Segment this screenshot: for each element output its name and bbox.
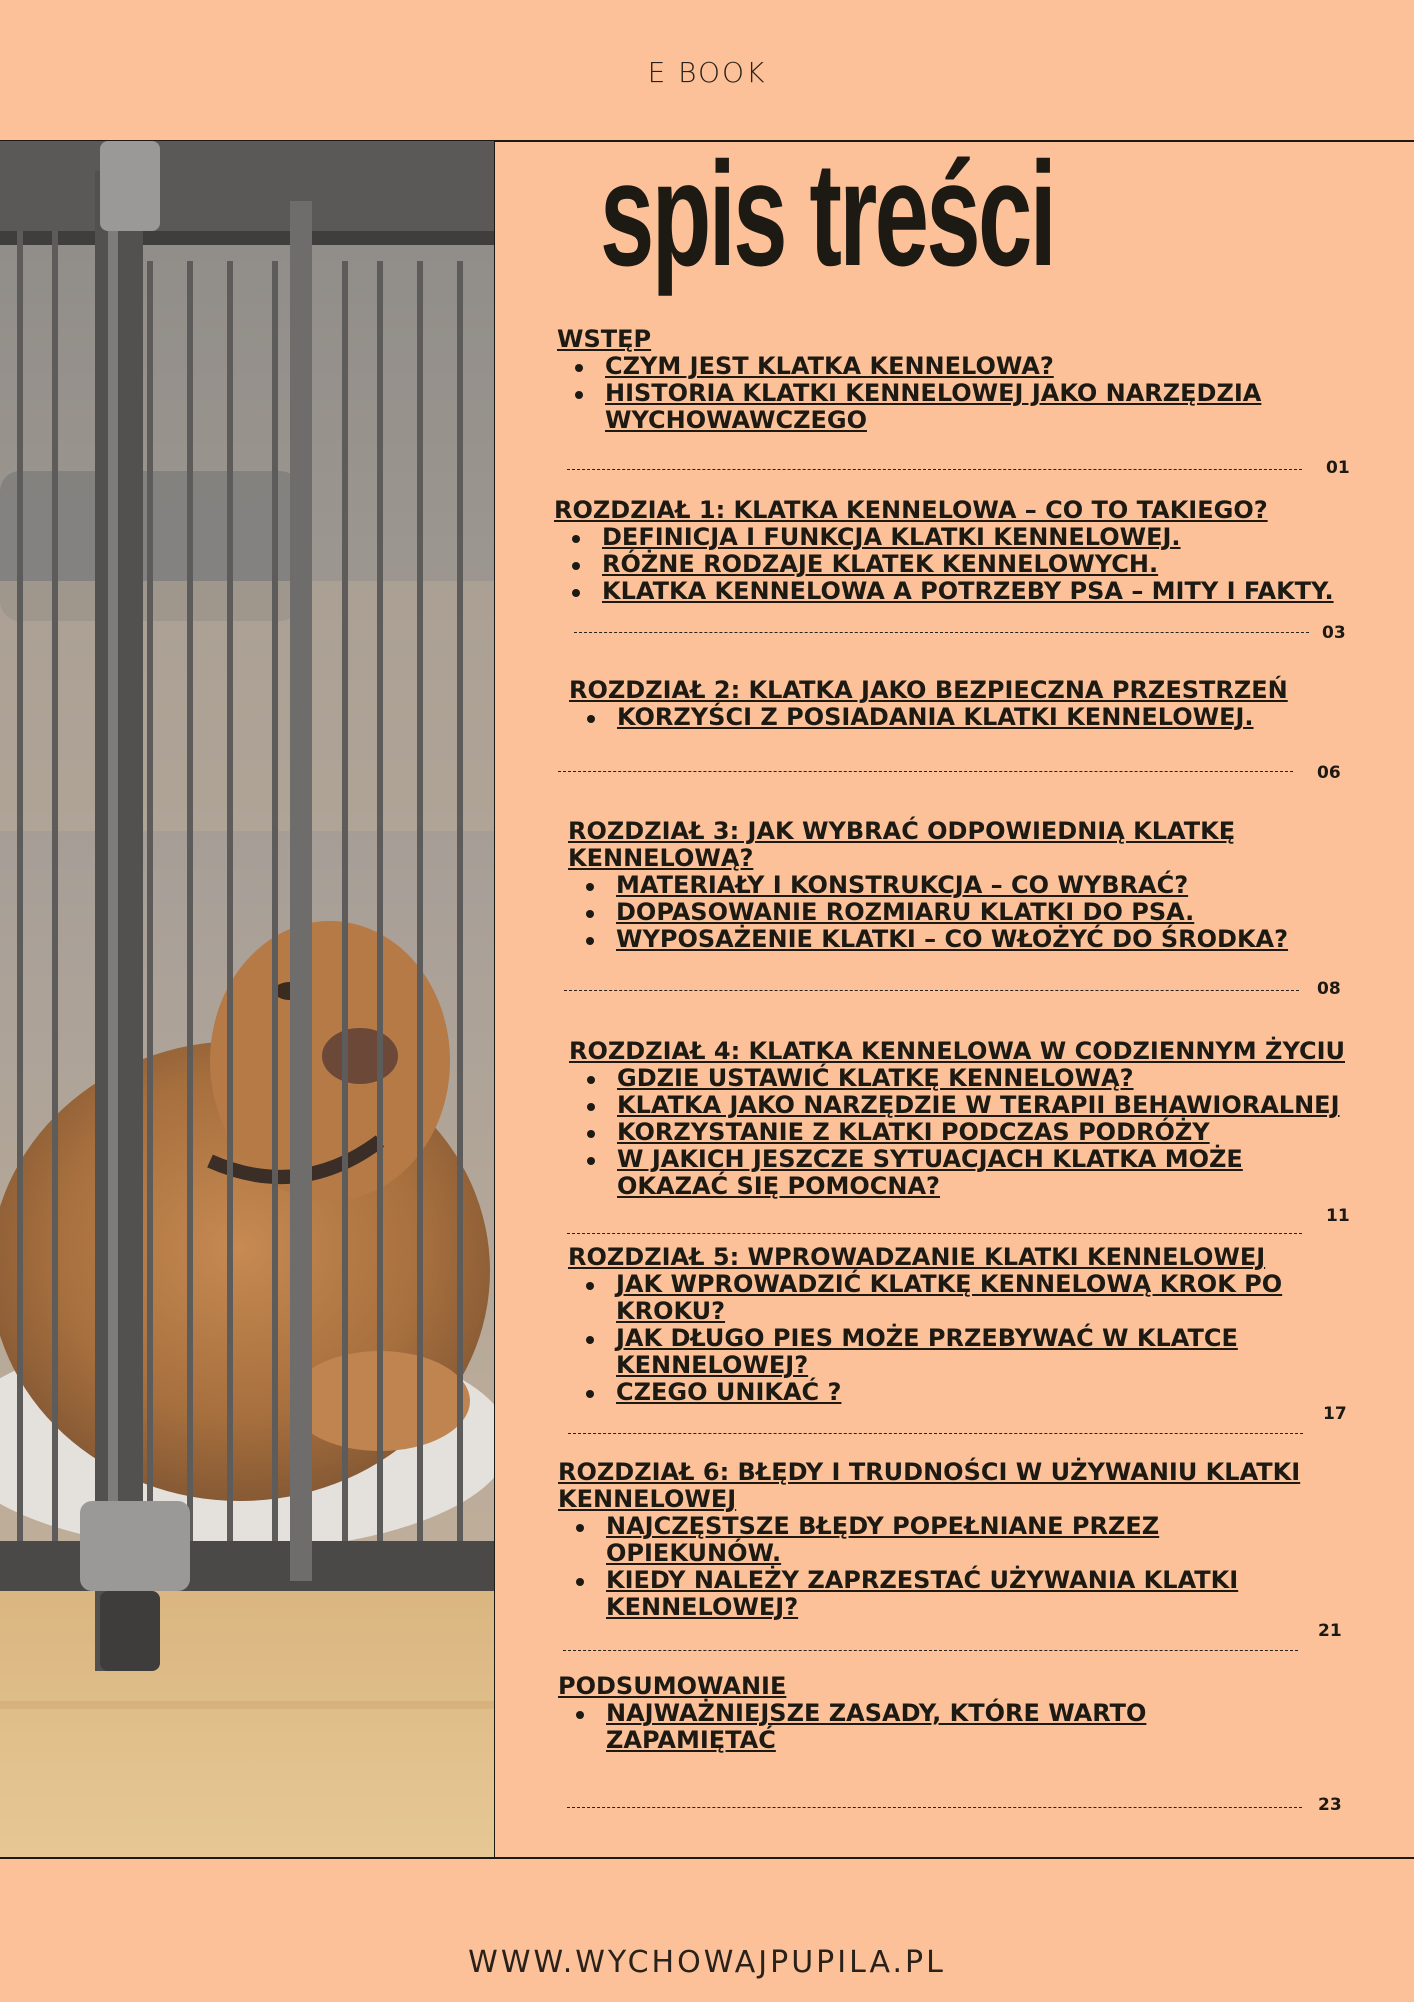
dotted-leader	[563, 1650, 1298, 1651]
toc-heading[interactable]: ROZDZIAŁ 2: KLATKA JAKO BEZPIECZNA PRZESTRZEŃ	[569, 676, 1288, 704]
page-number: 11	[1326, 1206, 1350, 1226]
toc-entry-summary[interactable]	[558, 1673, 1358, 1754]
toc-subitem[interactable]: CZEGO UNIKAĆ ?	[616, 1379, 1368, 1406]
toc-subitem[interactable]: KORZYSTANIE Z KLATKI PODCZAS PODRÓŻY	[617, 1119, 1389, 1146]
toc-subitem[interactable]: KLATKA KENNELOWA A POTRZEBY PSA – MITY I FAKTY.	[602, 578, 1354, 605]
toc-subitem[interactable]: W JAKICH JESZCZE SYTUACJACH KLATKA MOŻE OKAZAĆ SIĘ POMOCNA?	[617, 1146, 1307, 1200]
header-band	[0, 0, 1414, 142]
toc-heading[interactable]: ROZDZIAŁ 3: JAK WYBRAĆ ODPOWIEDNIĄ KLATKĘ KENNELOWĄ?	[568, 817, 1236, 872]
toc-subitem[interactable]: JAK DŁUGO PIES MOŻE PRZEBYWAĆ W KLATCE KENNELOWEJ?	[616, 1325, 1296, 1379]
dotted-leader	[567, 1807, 1302, 1808]
toc-subitem[interactable]: DOPASOWANIE ROZMIARU KLATKI DO PSA.	[616, 899, 1368, 926]
page-number: 06	[1317, 763, 1341, 783]
toc-subitem[interactable]: GDZIE USTAWIĆ KLATKĘ KENNELOWĄ?	[617, 1065, 1389, 1092]
page-number: 23	[1318, 1795, 1342, 1815]
dotted-leader	[558, 771, 1293, 772]
toc-subitem[interactable]: NAJCZĘSTSZE BŁĘDY POPEŁNIANE PRZEZ OPIEKUNÓW.	[606, 1513, 1246, 1567]
toc-heading[interactable]: ROZDZIAŁ 4: KLATKA KENNELOWA W CODZIENNYM ŻYCIU	[569, 1037, 1345, 1065]
dotted-leader	[567, 1233, 1302, 1234]
dotted-leader	[567, 469, 1302, 470]
toc-heading[interactable]: PODSUMOWANIE	[558, 1672, 787, 1700]
toc-subitem[interactable]: CZYM JEST KLATKA KENNELOWA?	[605, 353, 1357, 380]
toc-subitem[interactable]: MATERIAŁY I KONSTRUKCJA – CO WYBRAĆ?	[616, 872, 1368, 899]
ebook-label: E BOOK	[647, 56, 767, 89]
toc-subitem[interactable]: NAJWAŻNIEJSZE ZASADY, KTÓRE WARTO ZAPAMIĘTAĆ	[606, 1700, 1226, 1754]
toc-heading[interactable]: ROZDZIAŁ 1: KLATKA KENNELOWA – CO TO TAKIEGO?	[554, 496, 1268, 524]
page-number: 21	[1318, 1621, 1342, 1641]
dotted-leader	[568, 1433, 1303, 1434]
toc-entry-intro[interactable]	[557, 326, 1357, 434]
dotted-leader	[564, 990, 1299, 991]
toc-heading[interactable]: WSTĘP	[557, 325, 652, 353]
toc-entry-chapter-1[interactable]	[554, 497, 1354, 605]
page-number: 03	[1322, 623, 1346, 643]
footer-band	[0, 1857, 1414, 2002]
toc-subitem[interactable]: KLATKA JAKO NARZĘDZIE W TERAPII BEHAWIORALNEJ	[617, 1092, 1389, 1119]
toc-entry-chapter-2[interactable]	[569, 677, 1369, 731]
toc-entry-chapter-6[interactable]	[558, 1459, 1358, 1621]
toc-entry-chapter-3[interactable]	[568, 818, 1368, 953]
toc-subitem[interactable]: WYPOSAŻENIE KLATKI – CO WŁOŻYĆ DO ŚRODKA?	[616, 926, 1368, 953]
dog-in-crate-photo	[0, 141, 495, 1857]
toc-subitem[interactable]: KIEDY NALEŻY ZAPRZESTAĆ UŻYWANIA KLATKI KENNELOWEJ?	[606, 1567, 1286, 1621]
toc-subitem[interactable]: HISTORIA KLATKI KENNELOWEJ JAKO NARZĘDZIA WYCHOWAWCZEGO	[605, 380, 1285, 434]
toc-entry-chapter-5[interactable]	[568, 1244, 1368, 1406]
page-number: 08	[1317, 979, 1341, 999]
page-number: 17	[1323, 1404, 1347, 1424]
toc-title: spis treści	[600, 132, 1055, 297]
toc-subitem[interactable]: JAK WPROWADZIĆ KLATKĘ KENNELOWĄ KROK PO KROKU?	[616, 1271, 1316, 1325]
page-number: 01	[1326, 458, 1350, 478]
website-url[interactable]: WWW.WYCHOWAJPUPILA.PL	[468, 1945, 946, 1980]
toc-subitem[interactable]: RÓŻNE RODZAJE KLATEK KENNELOWYCH.	[602, 551, 1354, 578]
toc-subitem[interactable]: KORZYŚCI Z POSIADANIA KLATKI KENNELOWEJ.	[617, 704, 1369, 731]
toc-entry-chapter-4[interactable]	[569, 1038, 1389, 1200]
toc-heading[interactable]: ROZDZIAŁ 6: BŁĘDY I TRUDNOŚCI W UŻYWANIU KLATKI KENNELOWEJ	[558, 1458, 1301, 1513]
dotted-leader	[574, 632, 1309, 633]
toc-heading[interactable]: ROZDZIAŁ 5: WPROWADZANIE KLATKI KENNELOWEJ	[568, 1243, 1266, 1271]
toc-subitem[interactable]: DEFINICJA I FUNKCJA KLATKI KENNELOWEJ.	[602, 524, 1354, 551]
